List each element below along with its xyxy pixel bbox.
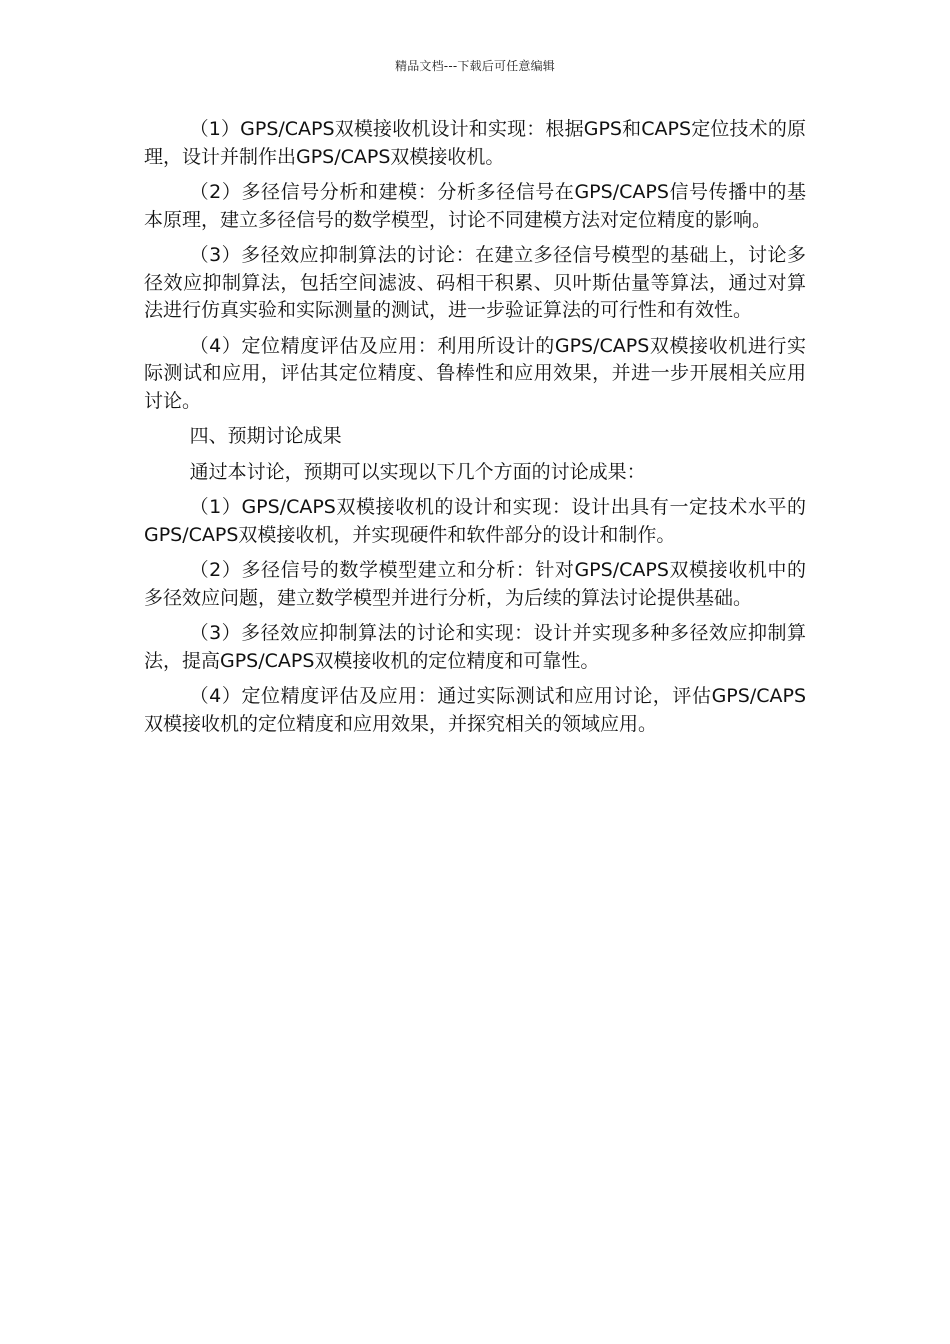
document-body (144, 116, 806, 746)
page-header: 精品文档---下载后可任意编辑 (395, 59, 555, 73)
paragraph-result-evaluation: （4）定位精度评估及应用：通过实际测试和应用讨论，评估GPS/CAPS双模接收机的定位精度和应用效果，并探究相关的领域应用。 (144, 685, 806, 735)
paragraph-design-implementation: （1）GPS/CAPS双模接收机设计和实现：根据GPS和CAPS定位技术的原理，设计并制作出GPS/CAPS双模接收机。 (144, 118, 806, 168)
section-heading-expected-results: 四、预期讨论成果 (189, 425, 342, 447)
paragraph-result-model: （2）多径信号的数学模型建立和分析：针对GPS/CAPS双模接收机中的多径效应问题，建立数学模型并进行分析，为后续的算法讨论提供基础。 (144, 559, 806, 609)
paragraph-result-algorithms: （3）多径效应抑制算法的讨论和实现：设计并实现多种多径效应抑制算法，提高GPS/CAPS双模接收机的定位精度和可靠性。 (144, 622, 806, 672)
paragraph-results-intro: 通过本讨论，预期可以实现以下几个方面的讨论成果： (189, 460, 646, 483)
paragraph-multipath-modeling: （2）多径信号分析和建模：分析多径信号在GPS/CAPS信号传播中的基本原理，建立多径信号的数学模型，讨论不同建模方法对定位精度的影响。 (144, 181, 806, 231)
paragraph-result-receiver: （1）GPS/CAPS双模接收机的设计和实现：设计出具有一定技术水平的GPS/CAPS双模接收机，并实现硬件和软件部分的设计和制作。 (144, 496, 806, 546)
paragraph-suppression-algorithms: （3）多径效应抑制算法的讨论：在建立多径信号模型的基础上，讨论多径效应抑制算法，包括空间滤波、码相干积累、贝叶斯估量等算法，通过对算法进行仿真实验和实际测量的测试，进一步验证算法的可行性和有效性。 (144, 244, 806, 321)
paragraph-accuracy-evaluation: （4）定位精度评估及应用：利用所设计的GPS/CAPS双模接收机进行实际测试和应用，评估其定位精度、鲁棒性和应用效果，并进一步开展相关应用讨论。 (144, 334, 806, 412)
